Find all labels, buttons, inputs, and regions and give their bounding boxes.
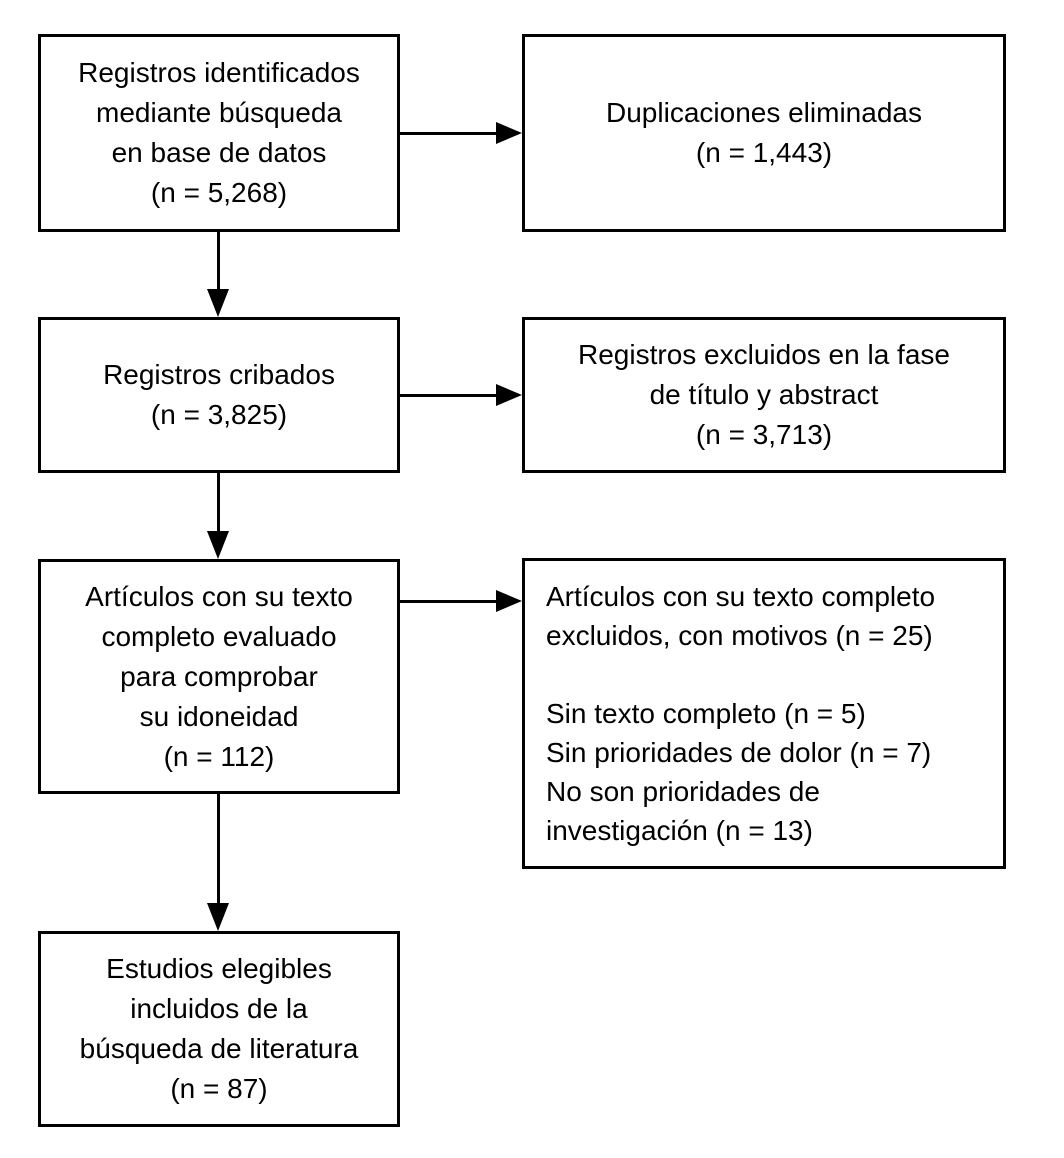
- arrow-head-icon: [207, 531, 229, 559]
- arrow-line: [217, 232, 220, 291]
- box-records-excluded-title-abstract: [522, 317, 1006, 473]
- box-text-line: excluidos, con motivos (n = 25): [546, 620, 933, 651]
- box-text-line: Sin prioridades de dolor (n = 7): [546, 737, 932, 768]
- arrow-head-icon: [207, 289, 229, 317]
- box-text-line: Estudios elegibles: [106, 953, 332, 984]
- box-text-line: (n = 112): [163, 740, 275, 772]
- box-text-line: Duplicaciones eliminadas: [606, 97, 922, 128]
- box-text-line: (n = 5,268): [150, 177, 288, 208]
- box-text-line: (n = 1,443): [695, 137, 833, 168]
- box-text-line: (n = 87): [170, 1073, 268, 1104]
- box-duplicates-removed: [522, 34, 1006, 232]
- box-text-line: (n = 3,713): [695, 419, 833, 450]
- box-fulltext-assessed: [38, 559, 400, 794]
- box-text-line: No son prioridades de: [546, 776, 820, 807]
- arrow-line: [400, 394, 496, 397]
- arrow-head-icon: [496, 590, 522, 612]
- box-text-line: Registros identificados: [78, 57, 360, 88]
- box-text-line: (n = 3,825): [150, 399, 288, 430]
- box-text-line: incluidos de la: [130, 993, 308, 1024]
- box-text-line: su idoneidad: [139, 700, 299, 732]
- arrow-line: [217, 473, 220, 533]
- box-studies-included: [38, 931, 400, 1127]
- box-fulltext-excluded-with-reasons: [522, 558, 1006, 869]
- box-text-line: Registros excluidos en la fase: [578, 339, 950, 370]
- box-records-screened: [38, 317, 400, 473]
- box-text-line: Sin texto completo (n = 5): [546, 698, 866, 729]
- arrow-head-icon: [496, 122, 522, 144]
- box-text-line: investigación (n = 13): [546, 815, 813, 846]
- box-text-line: Artículos con su texto completo: [546, 581, 936, 612]
- arrow-line: [400, 600, 496, 603]
- box-text-line: de título y abstract: [649, 379, 879, 410]
- box-text-line: para comprobar: [120, 660, 318, 692]
- box-text-line: completo evaluado: [101, 620, 337, 652]
- box-text-line: en base de datos: [111, 137, 327, 168]
- arrow-head-icon: [207, 903, 229, 931]
- arrow-head-icon: [496, 384, 522, 406]
- arrow-line: [400, 132, 496, 135]
- box-text-line: Registros cribados: [103, 359, 335, 390]
- box-text-line: Artículos con su texto: [85, 580, 353, 612]
- box-text-line: mediante búsqueda: [96, 97, 342, 128]
- box-text-line: búsqueda de literatura: [79, 1033, 359, 1064]
- box-records-identified: [38, 34, 400, 232]
- arrow-line: [217, 794, 220, 905]
